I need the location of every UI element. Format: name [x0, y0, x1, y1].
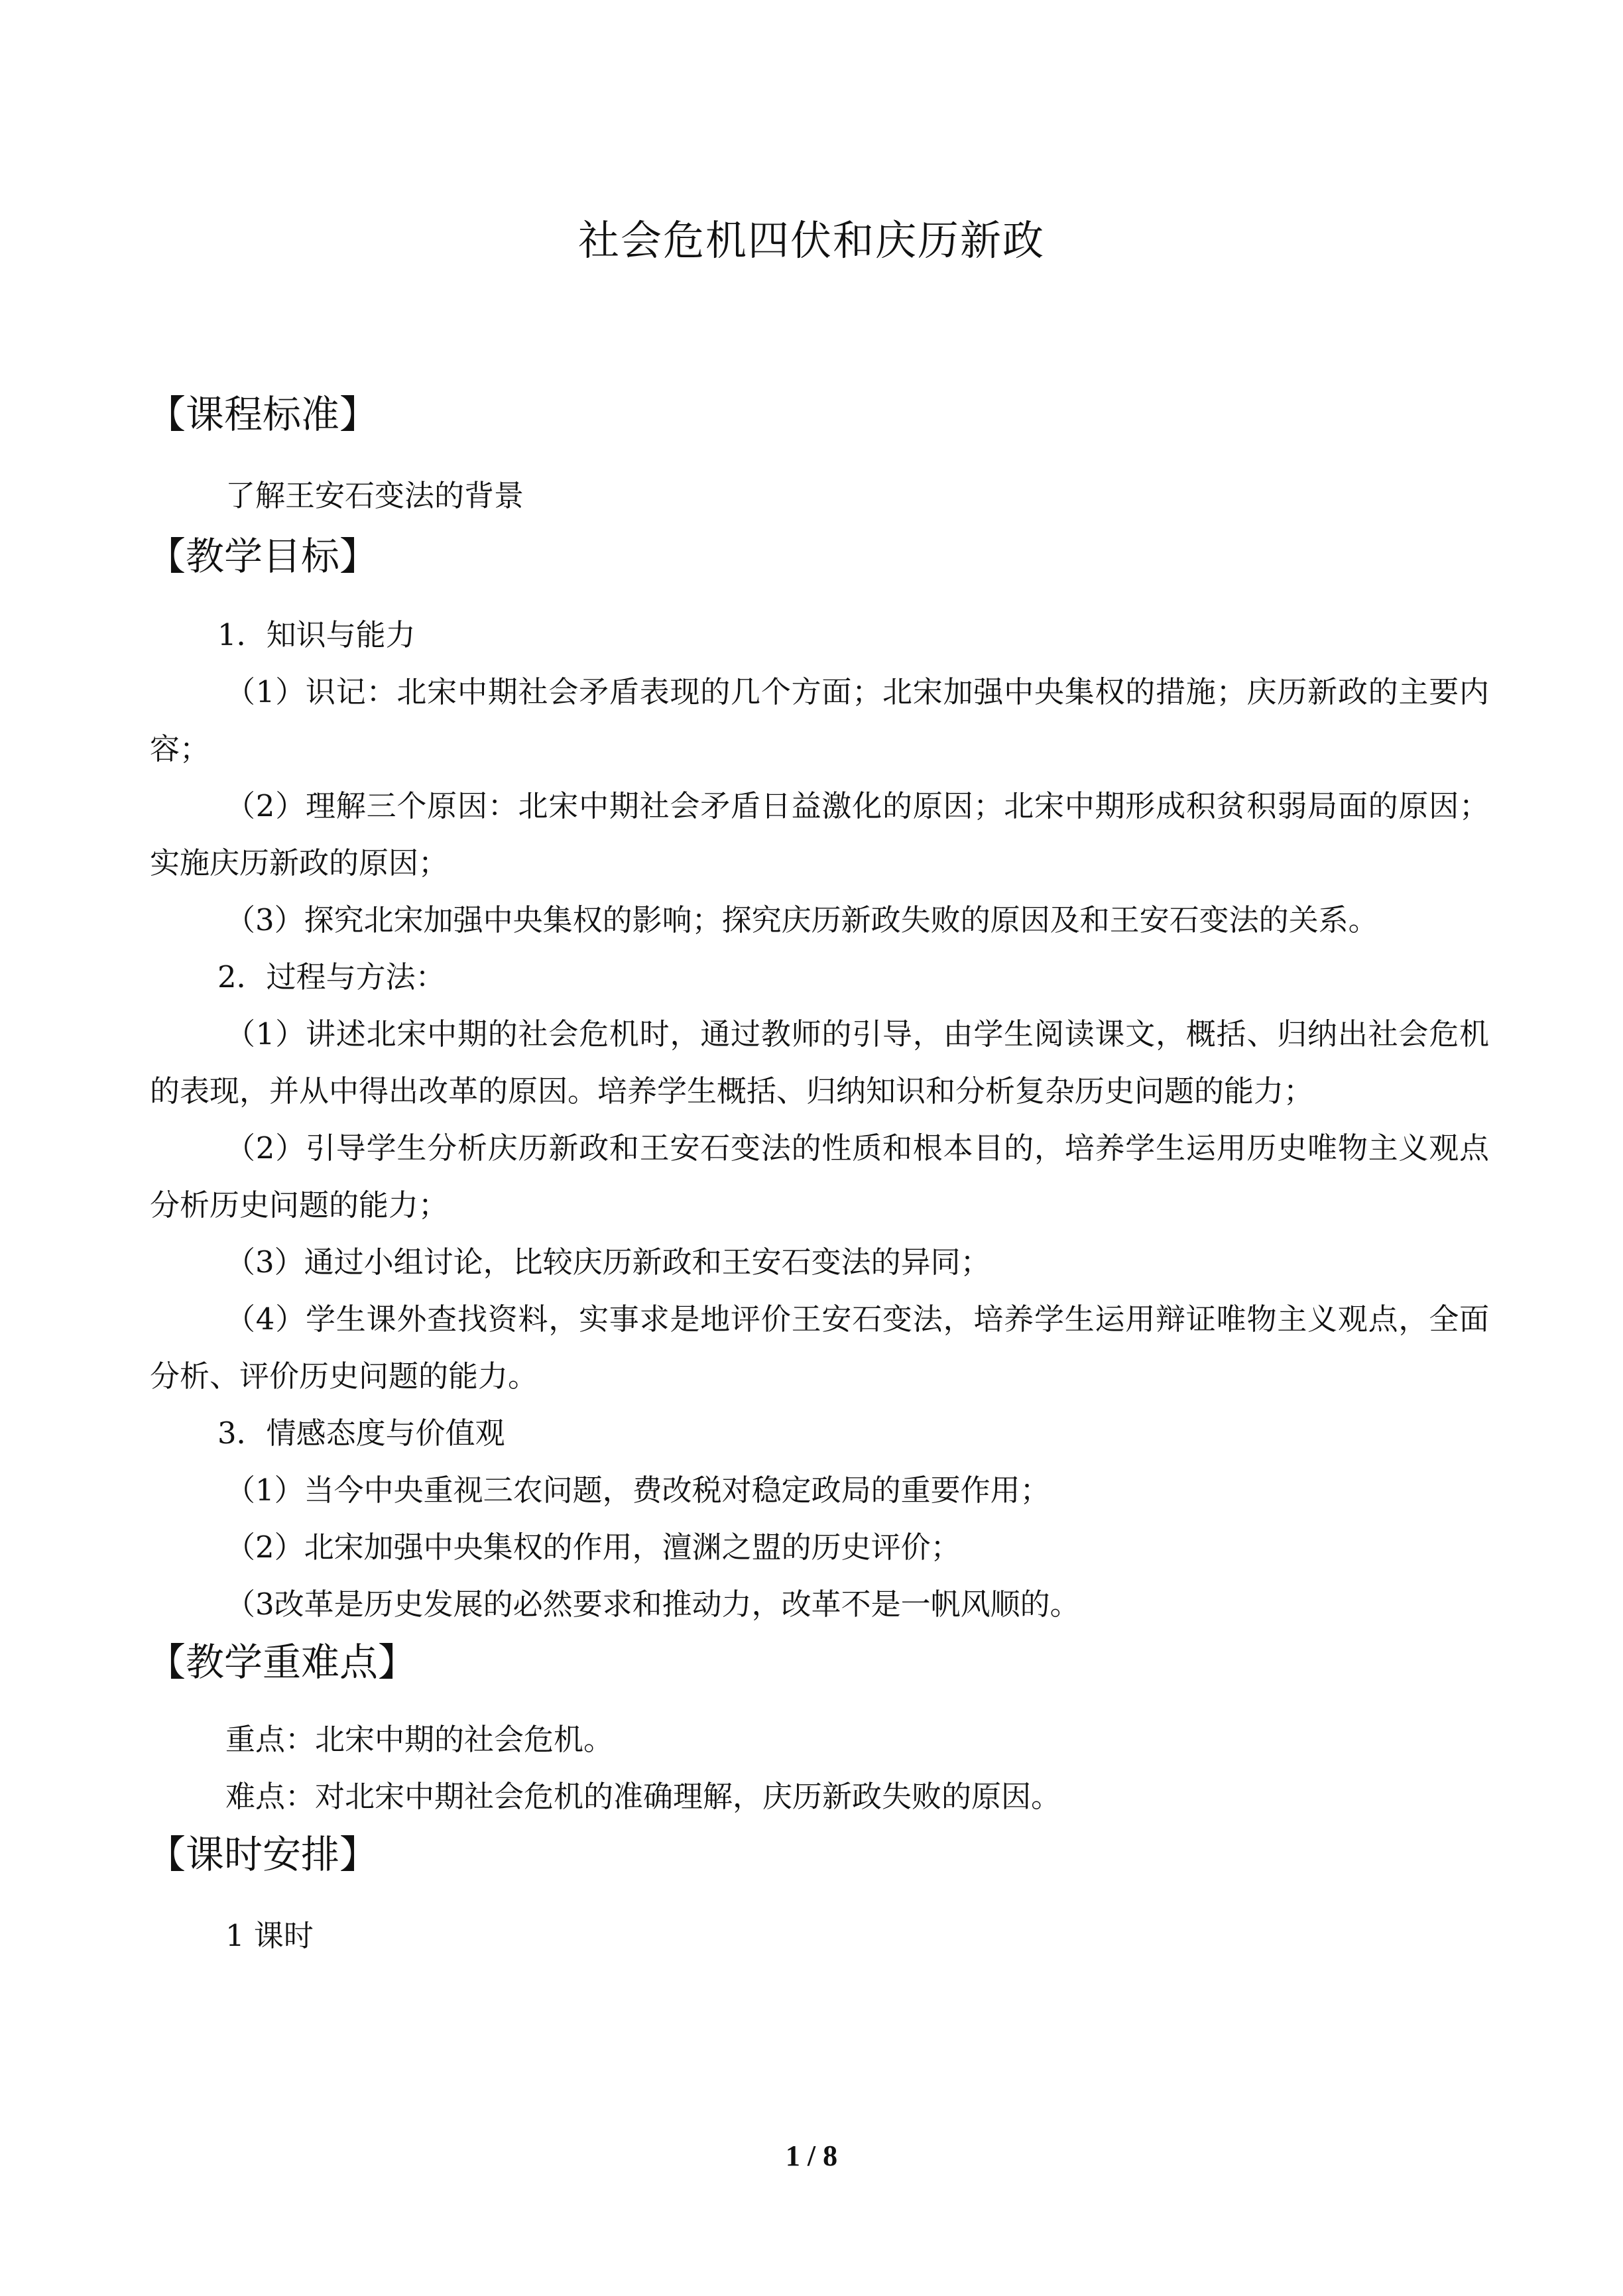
schedule-text: 1 课时	[225, 1918, 314, 1953]
objective-label-process: 2．过程与方法：	[217, 959, 446, 995]
difficult-point-text: 难点：对北宋中期社会危机的准确理解，庆历新政失败的原因。	[225, 1779, 1061, 1814]
objective-item: （2）北宋加强中央集权的作用，澶渊之盟的历史评价；	[225, 1530, 961, 1565]
objective-label-knowledge: 1．知识与能力	[217, 617, 416, 652]
objective-label-values: 3．情感态度与价值观	[217, 1416, 505, 1451]
key-point-text: 重点：北宋中期的社会危机。	[225, 1722, 614, 1757]
section-heading-keypoints: 【教学重难点】	[147, 1640, 417, 1685]
objective-item: （1）讲述北宋中期的社会危机时，通过教师的引导，由学生阅读课文，概括、归纳出社会危机的表现，并从中得出改革的原因。培养学生概括、归纳知识和分析复杂历史问题的能力；	[150, 1016, 1489, 1109]
objective-item: （3）探究北宋加强中央集权的影响；探究庆历新政失败的原因及和王安石变法的关系。	[225, 902, 1378, 937]
document-title: 社会危机四伏和庆历新政	[577, 216, 1045, 265]
objective-item: （1）识记：北宋中期社会矛盾表现的几个方面；北宋加强中央集权的措施；庆历新政的主要内容；	[150, 674, 1489, 766]
section-heading-objectives: 【教学目标】	[147, 534, 379, 579]
section-heading-curriculum: 【课程标准】	[147, 392, 379, 437]
curriculum-text: 了解王安石变法的背景	[225, 478, 524, 513]
objective-item: （3改革是历史发展的必然要求和推动力，改革不是一帆风顺的。	[225, 1587, 1080, 1622]
document-body	[147, 388, 1489, 1964]
objective-item: （2）引导学生分析庆历新政和王安石变法的性质和根本目的，培养学生运用历史唯物主义观点分析历史问题的能力；	[150, 1130, 1489, 1223]
page-indicator: 1 / 8	[785, 2140, 838, 2172]
objective-item: （3）通过小组讨论，比较庆历新政和王安石变法的异同；	[225, 1244, 991, 1280]
objective-item: （2）理解三个原因：北宋中期社会矛盾日益激化的原因；北宋中期形成积贫积弱局面的原因；实施庆历新政的原因；	[150, 788, 1489, 880]
objective-item: （4）学生课外查找资料，实事求是地评价王安石变法，培养学生运用辩证唯物主义观点，全面分析、评价历史问题的能力。	[150, 1301, 1489, 1394]
section-heading-schedule: 【课时安排】	[147, 1832, 379, 1877]
objective-item: （1）当今中央重视三农问题，费改税对稳定政局的重要作用；	[225, 1473, 1050, 1508]
